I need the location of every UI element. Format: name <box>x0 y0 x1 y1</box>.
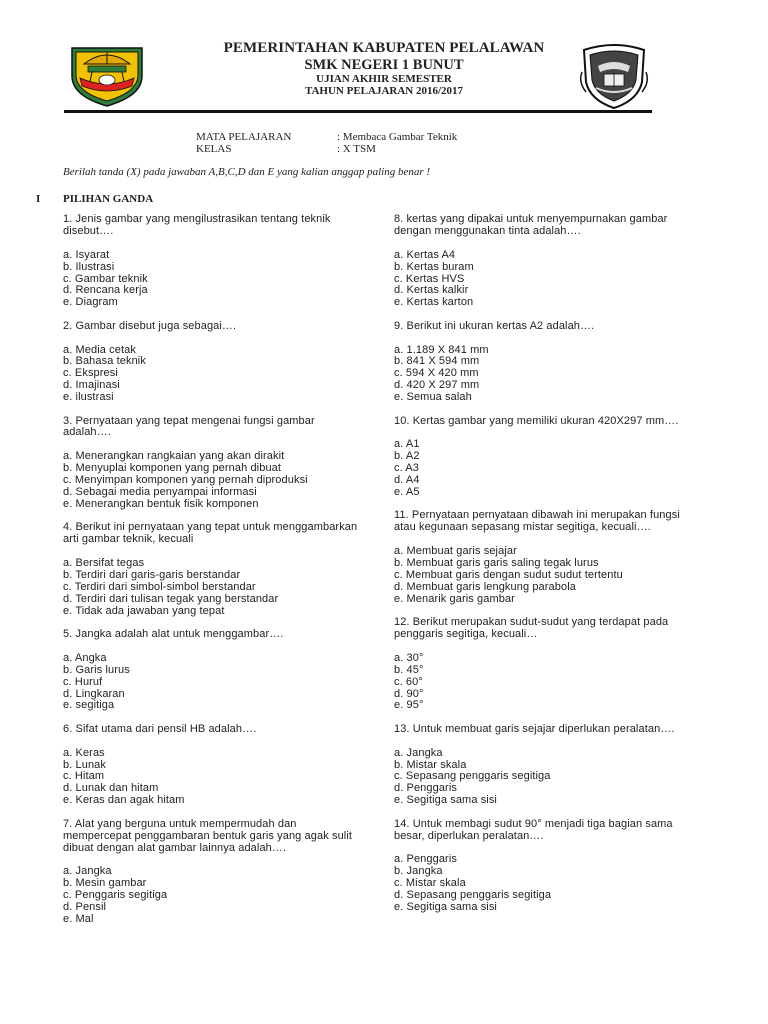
answer-option: c. Kertas HVS <box>394 272 465 285</box>
answer-options <box>394 345 684 405</box>
class-value: : X TSM <box>337 143 376 155</box>
answer-option: e. segitiga <box>63 699 115 712</box>
question-text: 7. Alat yang berguna untuk mempermudah dan mempercepat penggambaran bentuk garis yang agak sulit dibuat dengan alat gambar lainnya adalah…. <box>63 817 353 854</box>
answer-option: c. Huruf <box>63 675 103 688</box>
question-item <box>394 510 684 605</box>
answer-option: d. Lingkaran <box>63 687 125 700</box>
answer-option: e. 95° <box>394 699 424 712</box>
question-item <box>394 416 684 499</box>
question-text: 2. Gambar disebut juga sebagai…. <box>63 319 237 332</box>
answer-option: d. Kertas kalkir <box>394 284 469 297</box>
question-item <box>394 724 684 807</box>
answer-option: c. Penggaris segitiga <box>63 889 168 902</box>
answer-option: a. Kertas A4 <box>394 248 456 261</box>
question-text: 14. Untuk membagi sudut 90° menjadi tiga bagian sama besar, diperlukan peralatan…. <box>394 817 673 842</box>
question-item <box>63 629 363 712</box>
answer-options <box>63 250 363 310</box>
answer-option: d. Membuat garis lengkung parabola <box>394 580 576 593</box>
answer-option: d. Penggaris <box>394 782 457 795</box>
answer-option: a. Angka <box>63 651 107 664</box>
answer-option: e. A5 <box>394 485 420 498</box>
answer-option: c. 594 X 420 mm <box>394 367 479 380</box>
answer-option: c. Gambar teknik <box>63 272 148 285</box>
question-column-left <box>63 214 363 937</box>
answer-option: e. Mal <box>63 912 94 925</box>
answer-option: e. Semua salah <box>394 391 472 404</box>
exam-instruction: Berilah tanda (X) pada jawaban A,B,C,D dan E yang kalian anggap paling benar ! <box>63 166 431 178</box>
answer-option: c. Mistar skala <box>394 877 466 890</box>
answer-option: a. Menerangkan rangkaian yang akan dirakit <box>63 450 285 463</box>
answer-options <box>63 345 363 405</box>
question-text: 3. Pernyataan yang tepat mengenai fungsi gambar adalah…. <box>63 414 315 439</box>
answer-option: d. Lunak dan hitam <box>63 782 159 795</box>
question-item <box>63 214 363 309</box>
answer-option: b. Bahasa teknik <box>63 355 146 368</box>
answer-option: a. Keras <box>63 746 105 759</box>
answer-option: b. 45° <box>394 663 424 676</box>
answer-option: d. Sepasang penggaris segitiga <box>394 889 552 902</box>
answer-option: d. Pensil <box>63 901 107 914</box>
answer-option: c. 60° <box>394 675 423 688</box>
answer-option: e. Segitiga sama sisi <box>394 901 497 914</box>
answer-option: b. Garis lurus <box>63 663 130 676</box>
section-number: I <box>36 193 41 205</box>
answer-option: b. Terdiri dari garis-garis berstandar <box>63 568 241 581</box>
answer-options <box>394 748 684 808</box>
question-text: 8. kertas yang dipakai untuk menyempurnakan gambar dengan menggunakan tinta adalah…. <box>394 213 668 237</box>
answer-option: b. Mesin gambar <box>63 877 147 890</box>
question-item <box>63 819 363 926</box>
answer-option: d. 90° <box>394 687 424 700</box>
question-column-right <box>394 214 684 925</box>
question-item <box>394 819 684 914</box>
answer-option: a. Penggaris <box>394 853 457 866</box>
question-text: 4. Berikut ini pernyataan yang tepat untuk menggambarkan arti gambar teknik, kecuali <box>63 521 358 546</box>
class-label: KELAS <box>196 143 232 155</box>
question-text: 1. Jenis gambar yang mengilustrasikan tentang teknik disebut…. <box>63 213 331 237</box>
answer-option: d. Terdiri dari tulisan tegak yang berstandar <box>63 592 279 605</box>
answer-option: c. A3 <box>394 462 419 475</box>
answer-option: d. Imajinasi <box>63 379 120 392</box>
question-item <box>63 522 363 617</box>
question-item <box>394 214 684 309</box>
answer-option: b. Ilustrasi <box>63 260 115 273</box>
answer-option: b. Mistar skala <box>394 758 467 771</box>
answer-option: a. 30° <box>394 651 424 664</box>
header-academic-year: TAHUN PELAJARAN 2016/2017 <box>304 85 464 97</box>
answer-option: a. Membuat garis sejajar <box>394 545 517 558</box>
answer-option: a. Jangka <box>394 746 443 759</box>
answer-option: d. 420 X 297 mm <box>394 379 480 392</box>
answer-option: a. Bersifat tegas <box>63 557 145 569</box>
answer-options <box>63 451 363 511</box>
answer-option: c. Ekspresi <box>63 367 118 380</box>
answer-option: e. Keras dan agak hitam <box>63 794 185 807</box>
answer-option: b. 841 X 594 mm <box>394 355 480 368</box>
subject-value: : Membaca Gambar Teknik <box>337 131 458 143</box>
answer-option: d. Rencana kerja <box>63 284 148 297</box>
answer-option: d. Sebagai media penyampai informasi <box>63 485 257 498</box>
header-government-title: PEMERINTAHAN KABUPATEN PELALAWAN <box>223 40 545 56</box>
header-divider <box>64 110 652 113</box>
answer-option: d. A4 <box>394 474 420 487</box>
question-text: 5. Jangka adalah alat untuk menggambar…. <box>63 628 284 641</box>
question-item <box>394 321 684 404</box>
answer-option: e. Menarik garis gambar <box>394 592 515 605</box>
answer-option: e. Menerangkan bentuk fisik komponen <box>63 497 259 510</box>
subject-label: MATA PELAJARAN <box>196 131 292 143</box>
question-item <box>63 416 363 511</box>
header-exam-title: UJIAN AKHIR SEMESTER <box>316 73 452 85</box>
answer-option: c. Terdiri dari simbol-simbol berstandar <box>63 580 256 593</box>
answer-option: c. Hitam <box>63 770 105 783</box>
answer-option: b. Jangka <box>394 865 443 878</box>
question-item <box>394 617 684 712</box>
answer-options <box>394 546 684 606</box>
question-text: 12. Berikut merupakan sudut-sudut yang terdapat pada penggaris segitiga, kecuali… <box>394 616 669 641</box>
question-text: 10. Kertas gambar yang memiliki ukuran 420X297 mm…. <box>394 414 679 427</box>
answer-options <box>394 653 684 713</box>
answer-options <box>63 866 363 926</box>
answer-option: a. Jangka <box>63 865 112 878</box>
answer-options <box>394 854 684 914</box>
answer-option: a. Isyarat <box>63 248 110 261</box>
answer-option: e. Diagram <box>63 296 118 309</box>
answer-options <box>63 558 363 618</box>
answer-option: e. Tidak ada jawaban yang tepat <box>63 604 225 617</box>
section-title: PILIHAN GANDA <box>63 193 154 205</box>
answer-option: c. Sepasang penggaris segitiga <box>394 770 551 783</box>
answer-option: b. Lunak <box>63 758 107 771</box>
answer-option: c. Menyimpan komponen yang pernah diproduksi <box>63 474 308 487</box>
answer-option: a. A1 <box>394 438 420 451</box>
answer-option: e. Kertas karton <box>394 296 474 309</box>
answer-option: b. Kertas buram <box>394 260 474 273</box>
answer-options <box>63 653 363 713</box>
answer-options <box>63 748 363 808</box>
question-text: 13. Untuk membuat garis sejajar diperlukan peralatan…. <box>394 722 675 735</box>
question-text: 11. Pernyataan pernyataan dibawah ini merupakan fungsi atau kegunaan sepasang mistar segitiga, kecuali…. <box>394 509 680 534</box>
answer-option: c. Membuat garis dengan sudut sudut tertentu <box>394 568 623 581</box>
answer-option: b. Menyuplai komponen yang pernah dibuat <box>63 462 282 475</box>
question-text: 6. Sifat utama dari pensil HB adalah…. <box>63 722 257 735</box>
answer-option: b. Membuat garis garis saling tegak lurus <box>394 557 599 569</box>
answer-options <box>394 250 684 310</box>
question-text: 9. Berikut ini ukuran kertas A2 adalah…. <box>394 319 595 332</box>
answer-option: a. 1.189 X 841 mm <box>394 343 489 356</box>
answer-option: e. Segitiga sama sisi <box>394 794 497 807</box>
answer-option: b. A2 <box>394 450 420 463</box>
question-item <box>63 724 363 807</box>
answer-option: e. ilustrasi <box>63 391 114 404</box>
header-school-name: SMK NEGERI 1 BUNUT <box>304 57 464 73</box>
question-item <box>63 321 363 404</box>
answer-options <box>394 439 684 499</box>
answer-option: a. Media cetak <box>63 343 136 356</box>
